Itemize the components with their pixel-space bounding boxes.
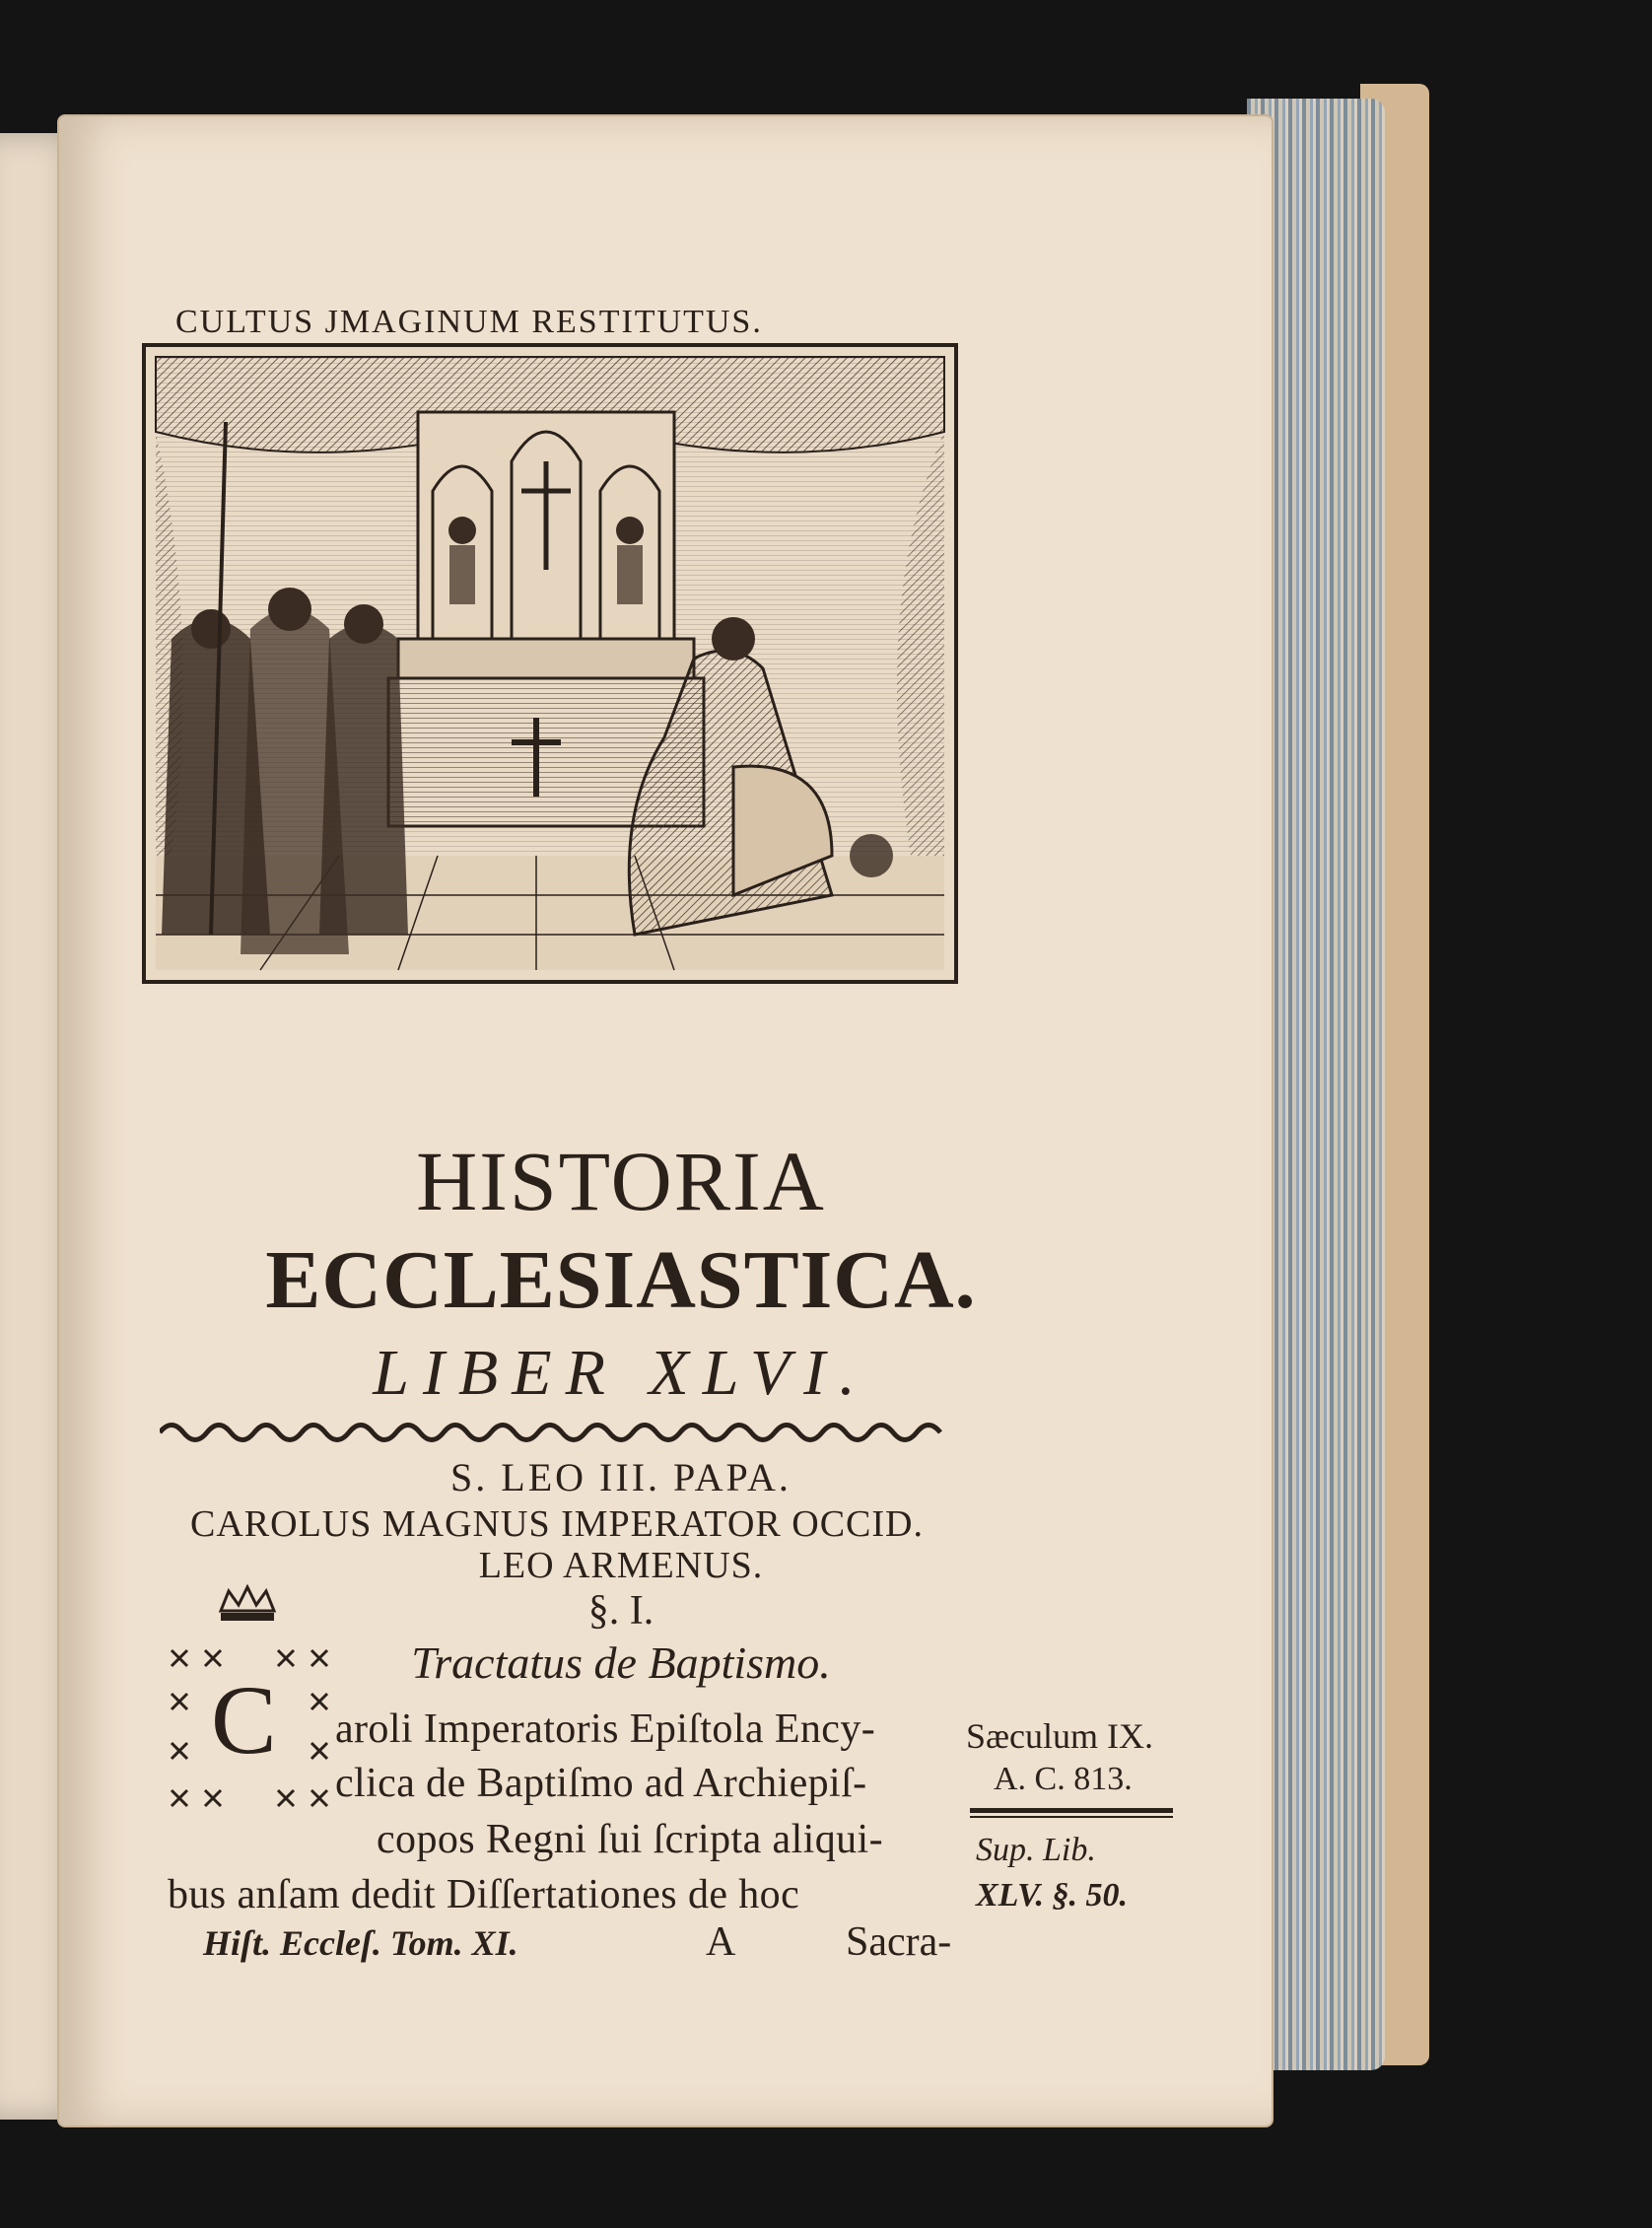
body-text-line: aroli Imperatoris Epiſtola Ency-: [335, 1706, 876, 1752]
footer-catchword: Sacra-: [846, 1919, 952, 1965]
margin-rule: [970, 1806, 1173, 1820]
margin-year: A. C. 813.: [994, 1761, 1133, 1797]
body-text-line: clica de Baptiſmo ad Archiepiſ-: [335, 1761, 867, 1806]
ruler-pope: S. LEO III. PAPA.: [450, 1455, 792, 1499]
drop-cap-initial: C: [211, 1665, 277, 1775]
margin-cross-reference-section: XLV. §. 50.: [976, 1877, 1128, 1914]
body-text-line: bus anſam dedit Diſſertationes de hoc: [168, 1872, 800, 1917]
margin-century: Sæculum IX.: [966, 1716, 1154, 1756]
margin-cross-reference: Sup. Lib.: [976, 1832, 1096, 1868]
ruler-western-emperor: CAROLUS MAGNUS IMPERATOR OCCID.: [190, 1503, 924, 1545]
section-number: §. I.: [587, 1588, 654, 1634]
title-line-1: HISTORIA: [416, 1134, 826, 1228]
ruler-eastern-emperor: LEO ARMENUS.: [478, 1545, 764, 1586]
footer-volume-reference: Hiſt. Eccleſ. Tom. XI.: [203, 1923, 518, 1963]
title-line-2: ECCLESIASTICA.: [265, 1234, 977, 1326]
footer-signature-mark: A: [706, 1919, 736, 1965]
engraving-illustration: [142, 343, 958, 984]
engraving-caption: CULTUS JMAGINUM RESTITUTUS.: [175, 304, 763, 340]
book-number: LIBER XLVI.: [373, 1337, 869, 1409]
section-title: Tractatus de Baptismo.: [411, 1637, 831, 1688]
ornament-rule: [160, 1418, 952, 1447]
body-text-line: copos Regni ſui ſcripta aliqui-: [377, 1817, 883, 1862]
